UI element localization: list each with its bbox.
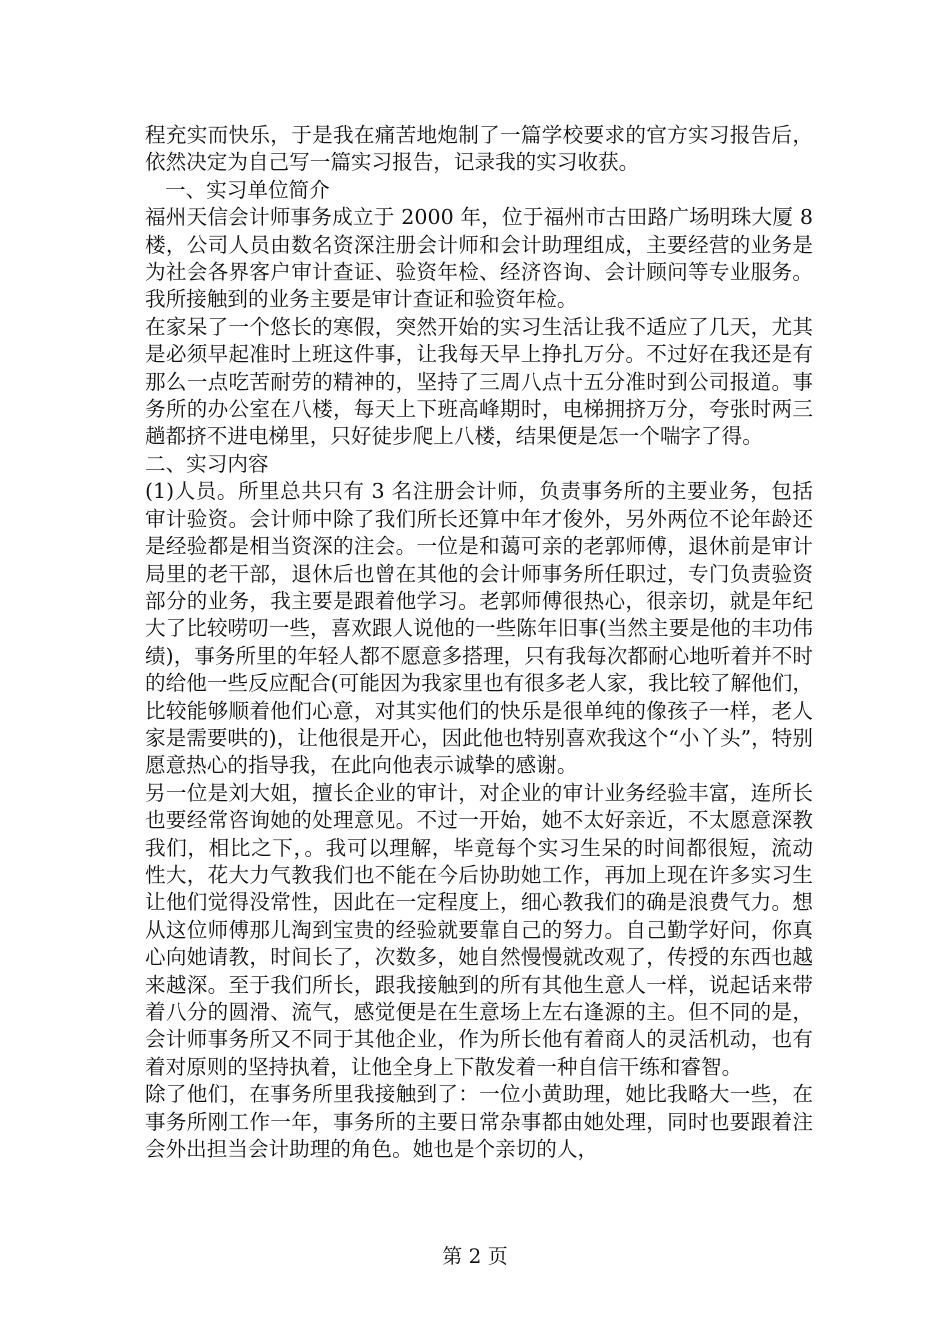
document-body xyxy=(145,122,813,1163)
section-heading-internship-content: 二、实习内容 xyxy=(145,451,269,476)
paragraph-internship-start: 在家呆了一个悠长的寒假，突然开始的实习生活让我不适应了几天，尤其是必须早起准时上班这件事，让我每天早上挣扎万分。不过好在我还是有那么一点吃苦耐劳的精神的，坚持了三周八点十五分准时到公司报道。事务所的办公室在八楼，每天上下班高峰期时，电梯拥挤万分，夸张时两三趟都挤不进电梯里，只好徒步爬上八楼，结果便是怎一个喘字了得。 xyxy=(145,314,813,449)
paragraph-staff-liu-and-director: 另一位是刘大姐，擅长企业的审计，对企业的审计业务经验丰富，连所长也要经常咨询她的处理意见。不过一开始，她不太好亲近，不太愿意深教我们，相比之下，。我可以理解，毕竟每个实习生呆的时间都很短，流动性大，花大力气教我们也不能在今后协助她工作，再加上现在许多实习生让他们觉得没常性，因此在一定程度上，细心教我们的确是浪费气力。想从这位师傅那儿淘到宝贵的经验就要靠自己的努力。自己勤学好问，你真心向她请教，时间长了，次数多，她自然慢慢就改观了，传授的东西也越来越深。至于我们所长，跟我接触到的所有其他生意人一样，说起话来带着八分的圆滑、流气，感觉便是在生意场上左右逢源的主。但不同的是，会计师事务所又不同于其他企业，作为所长他有着商人的灵活机动，也有着对原则的坚持执着，让他全身上下散发着一种自信干练和睿智。 xyxy=(145,780,813,1079)
paragraph-staff-huang: 除了他们，在事务所里我接触到了：一位小黄助理，她比我略大一些，在事务所刚工作一年，事务所的主要日常杂事都由她处理，同时也要跟着注会外出担当会计助理的角色。她也是个亲切的人， xyxy=(145,1082,813,1162)
paragraph-intro-continuation: 程充实而快乐，于是我在痛苦地炮制了一篇学校要求的官方实习报告后，依然决定为自己写一篇实习报告，记录我的实习收获。 xyxy=(145,123,813,175)
section-heading-company-profile: 一、实习单位简介 xyxy=(165,177,330,202)
page-number-footer: 第 2 页 xyxy=(442,1244,508,1268)
paragraph-company-profile: 福州天信会计师事务成立于 2000 年，位于福州市古田路广场明珠大厦 8 楼，公司人员由数名资深注册会计师和会计助理组成，主要经营的业务是为社会各界客户审计查证、验资年检、经济咨询、会计顾问等专业服务。我所接触到的业务主要是审计查证和验资年检。 xyxy=(145,205,813,312)
paragraph-staff-guo: (1)人员。所里总共只有 3 名注册会计师，负责事务所的主要业务，包括审计验资。会计师中除了我们所长还算中年才俊外，另外两位不论年龄还是经验都是相当资深的注会。一位是和蔼可亲的老郭师傅，退休前是审计局里的老干部，退休后也曾在其他的会计师事务所任职过，专门负责验资部分的业务，我主要是跟着他学习。老郭师傅很热心，很亲切，就是年纪大了比较唠叨一些，喜欢跟人说他的一些陈年旧事(当然主要是他的丰功伟绩)，事务所里的年轻人都不愿意多搭理，只有我每次都耐心地听着并不时的给他一些反应配合(可能因为我家里也有很多老人家，我比较了解他们，比较能够顺着他们心意，对其实他们的快乐是很单纯的像孩子一样，老人家是需要哄的)，让他很是开心，因此他也特别喜欢我这个“小丫头”，特别愿意热心的指导我，在此向他表示诚挚的感谢。 xyxy=(145,479,813,778)
